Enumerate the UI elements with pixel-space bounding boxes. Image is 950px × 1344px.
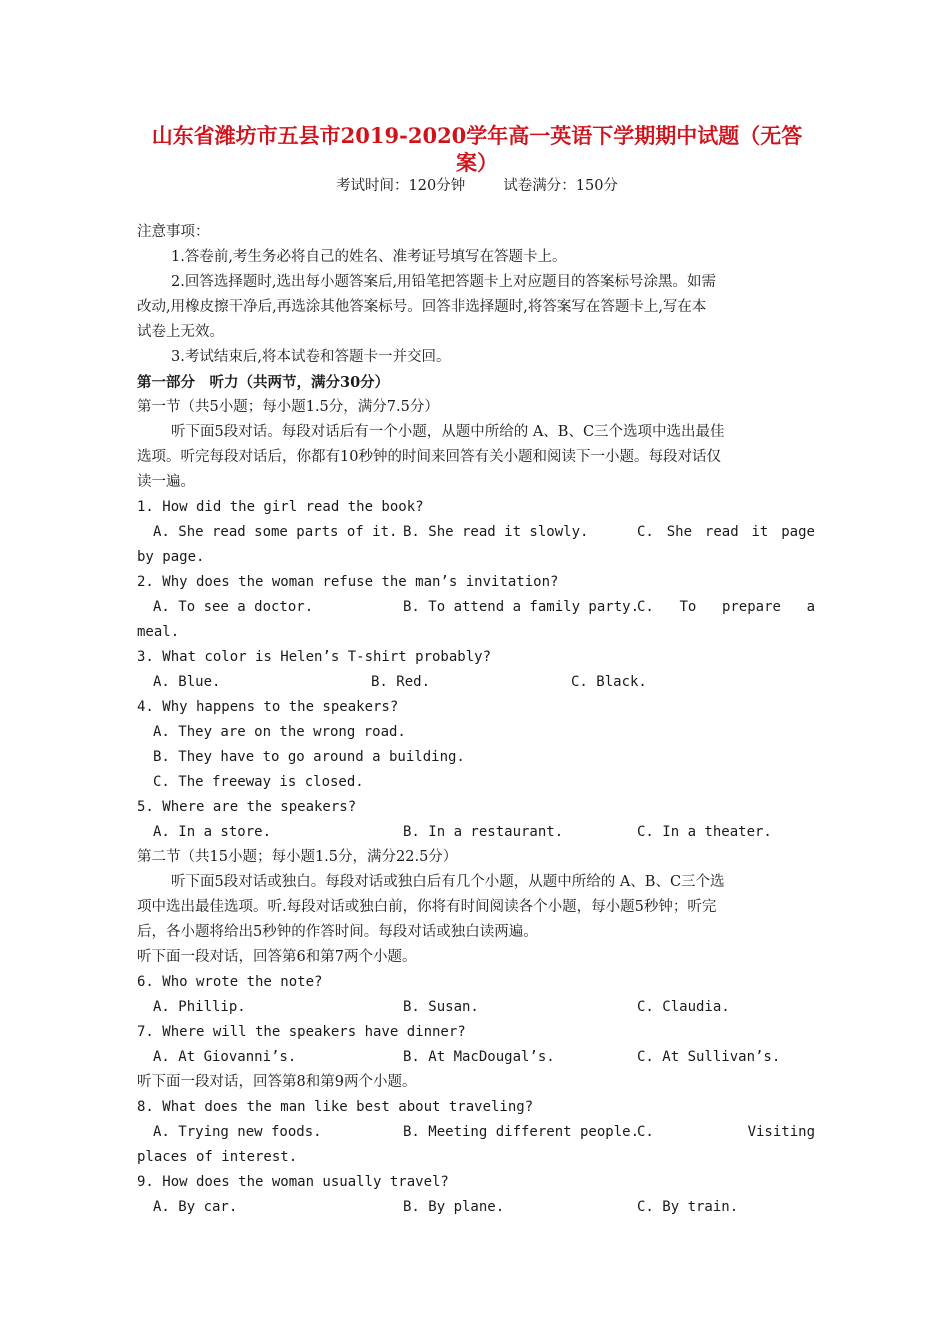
option-c-word: a — [806, 599, 815, 615]
exam-body — [137, 220, 815, 1220]
option-a: A. To see a doctor. — [153, 599, 314, 615]
section2-instr-line1: 听下面5段对话或独白。每段对话或独白后有几个小题，从题中所给的 A、B、C三个选 — [171, 874, 725, 890]
option-a: A. They are on the wrong road. — [153, 724, 406, 740]
question-9-options — [137, 1195, 815, 1220]
section2-heading: 第二节（共15小题；每小题1.5分，满分22.5分） — [137, 849, 458, 865]
option-b: B. To attend a family party. — [403, 599, 640, 615]
question-3-stem: 3. What color is Helen’s T-shirt probably? — [137, 649, 492, 665]
option-c-word: C. — [637, 524, 654, 540]
question-8-stem: 8. What does the man like best about traveling? — [137, 1099, 534, 1115]
question-8-options — [137, 1120, 815, 1145]
option-c-word: To — [679, 599, 697, 615]
option-a: A. Phillip. — [153, 999, 246, 1015]
option-c — [637, 1120, 815, 1145]
option-c-word: page — [781, 524, 815, 540]
option-c-continuation: places of interest. — [137, 1149, 298, 1165]
exam-title: 山东省潍坊市五县市2019-2020学年高一英语下学期期中试题（无答案） — [151, 123, 803, 175]
option-a: A. At Giovanni’s. — [153, 1049, 297, 1065]
notice-item-1: 1.答卷前,考生务必将自己的姓名、准考证号填写在答题卡上。 — [171, 249, 567, 265]
question-5-stem: 5. Where are the speakers? — [137, 799, 357, 815]
question-9-stem: 9. How does the woman usually travel? — [137, 1174, 449, 1190]
question-7-options — [137, 1045, 815, 1070]
option-c-word: She — [666, 524, 693, 540]
option-c-word: C. — [637, 599, 654, 615]
option-c — [637, 595, 815, 620]
full-score: 试卷满分：150分 — [503, 178, 618, 194]
group-1-instruction: 听下面一段对话，回答第6和第7两个小题。 — [137, 949, 417, 965]
section1-heading: 第一节（共5小题；每小题1.5分，满分7.5分） — [137, 399, 439, 415]
option-a: A. She read some parts of it. — [153, 524, 398, 540]
question-4-stem: 4. Why happens to the speakers? — [137, 699, 399, 715]
option-b: B. Red. — [371, 674, 431, 690]
option-b: B. At MacDougal’s. — [403, 1049, 555, 1065]
option-c-word: Visiting — [747, 1124, 815, 1140]
group-2-instruction: 听下面一段对话，回答第8和第9两个小题。 — [137, 1074, 417, 1090]
option-c-word: read — [704, 524, 739, 540]
option-c: C. Claudia. — [637, 999, 730, 1015]
part1-heading: 第一部分 听力（共两节，满分30分） — [137, 374, 390, 391]
question-1-options — [137, 520, 815, 545]
notice-heading: 注意事项： — [137, 224, 210, 240]
question-2-stem: 2. Why does the woman refuse the man’s invitation? — [137, 574, 559, 590]
section1-instr-line2: 选项。听完每段对话后，你都有10秒钟的时间来回答有关小题和阅读下一小题。每段对话仅 — [137, 449, 721, 465]
question-6-options — [137, 995, 815, 1020]
question-3-options — [137, 670, 815, 695]
question-6-stem: 6. Who wrote the note? — [137, 974, 323, 990]
notice-item-2-line3: 试卷上无效。 — [137, 324, 224, 340]
option-c-word: it — [751, 524, 769, 540]
option-a: A. Trying new foods. — [153, 1124, 322, 1140]
option-a: A. In a store. — [153, 824, 272, 840]
section1-instr-line3: 读一遍。 — [137, 474, 195, 490]
option-b: B. Susan. — [403, 999, 479, 1015]
question-1-stem: 1. How did the girl read the book? — [137, 499, 424, 515]
exam-meta — [137, 176, 817, 196]
option-c-continuation: by page. — [137, 549, 205, 565]
section2-instr-line3: 后，各小题将给出5秒钟的作答时间。每段对话或独白读两遍。 — [137, 924, 538, 940]
option-c: C. The freeway is closed. — [153, 774, 364, 790]
option-c: C. By train. — [637, 1199, 739, 1215]
option-a: A. Blue. — [153, 674, 221, 690]
question-7-stem: 7. Where will the speakers have dinner? — [137, 1024, 466, 1040]
question-2-options — [137, 595, 815, 620]
option-c: C. In a theater. — [637, 824, 772, 840]
notice-item-2-line1: 2.回答选择题时,选出每小题答案后,用铅笔把答题卡上对应题目的答案标号涂黑。如需 — [171, 274, 717, 290]
notice-item-3: 3.考试结束后,将本试卷和答题卡一并交回。 — [171, 349, 451, 365]
notice-item-2-line2: 改动,用橡皮擦干净后,再选涂其他答案标号。回答非选择题时,将答案写在答题卡上,写在本 — [137, 299, 707, 315]
option-b: B. By plane. — [403, 1199, 505, 1215]
exam-time: 考试时间：120分钟 — [336, 178, 466, 194]
option-b: B. They have to go around a building. — [153, 749, 465, 765]
option-c-word: C. — [637, 1124, 654, 1140]
option-c: C. At Sullivan’s. — [637, 1049, 781, 1065]
section1-instr-line1: 听下面5段对话。每段对话后有一个小题，从题中所给的 A、B、C三个选项中选出最佳 — [171, 424, 725, 440]
option-b: B. Meeting different people. — [403, 1124, 640, 1140]
option-b: B. In a restaurant. — [403, 824, 564, 840]
option-a: A. By car. — [153, 1199, 238, 1215]
section2-instr-line2: 项中选出最佳选项。听.每段对话或独白前，你将有时间阅读各个小题，每小题5秒钟；听完 — [137, 899, 717, 915]
option-c: C. Black. — [571, 674, 647, 690]
option-c-word: prepare — [721, 599, 781, 615]
option-c — [637, 520, 815, 545]
option-c-continuation: meal. — [137, 624, 180, 640]
question-5-options — [137, 820, 815, 845]
option-b: B. She read it slowly. — [403, 524, 589, 540]
